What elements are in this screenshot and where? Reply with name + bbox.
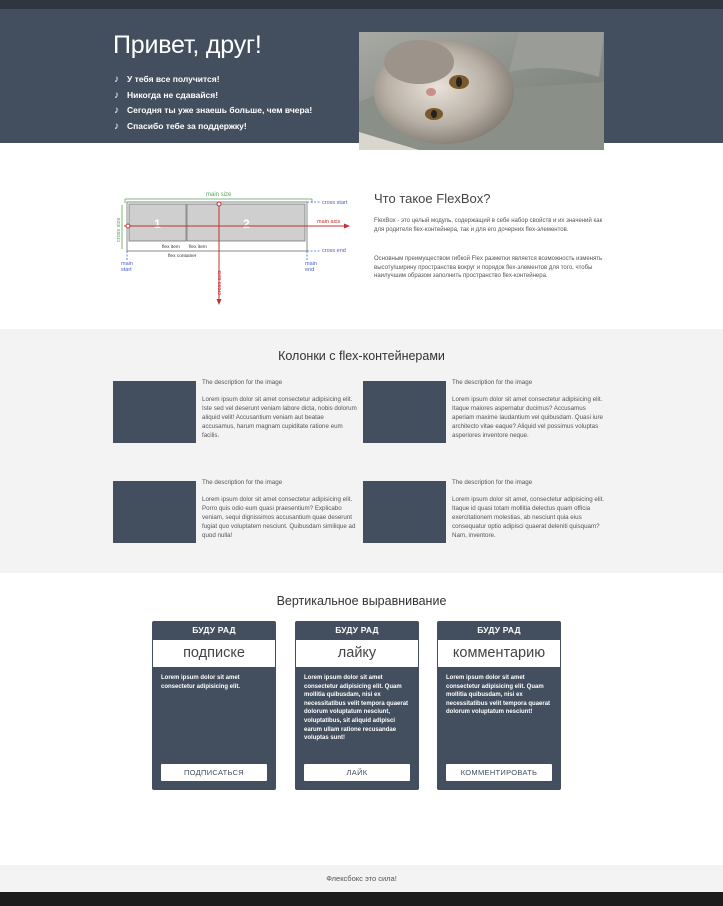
guitar-icon: ♪	[114, 89, 119, 101]
image-placeholder	[113, 381, 196, 443]
hero-section	[0, 9, 723, 143]
main-axis-label: main axis	[317, 219, 341, 225]
card-text: Lorem ipsum dolor sit amet consectetur adipisicing elit. Quam mollitia quibusdam, nisi ex necessitatibus velit tempora quaerat dolorum voluptatum nesciunt!	[446, 675, 551, 716]
guitar-icon: ♪	[114, 120, 119, 132]
image-placeholder	[113, 481, 196, 543]
flexbox-intro-section	[0, 143, 723, 329]
image-description: The description for the image	[452, 379, 533, 386]
like-card	[295, 621, 419, 790]
footer-text: Флексбокс это сила!	[326, 874, 397, 883]
flex-item-1-number: 1	[154, 217, 161, 231]
hero-list-item: ♪ Сегодня ты уже знаешь больше, чем вчера!	[114, 103, 312, 119]
column-card	[113, 479, 358, 559]
intro-paragraph-2: Основным преимуществом гибкой Flex разметки является возможность изменять высоту/ширину пространства вокруг и порядок flex-элементов для того, чтобы наилучшим образом заполнить пространство flex-контейнера.	[374, 256, 603, 279]
hero-list-item: ♪ Никогда не сдавайся!	[114, 88, 312, 104]
card-text: Lorem ipsum dolor sit amet consectetur adipisicing elit.	[161, 675, 241, 690]
card-text: Lorem ipsum dolor sit amet consectetur adipisicing elit. Itaque maiores aspernatur ducimus? Accusamus aperiam maxime laudantium vel quibusdam. Quasi iure architecto vitae eaque? Aliquid vel possimus voluptas asperiores inventore neque.	[452, 396, 603, 439]
cross-axis-label: cross axis	[217, 270, 223, 295]
comment-card	[437, 621, 561, 790]
main-size-label: main size	[206, 192, 232, 198]
main-start-label: main start	[121, 261, 133, 273]
vertical-align-title: Вертикальное выравнивание	[276, 594, 447, 608]
card-text: Lorem ipsum dolor sit amet consectetur adipisicing elit. Iste sed vel deserunt veniam labore dicta, nobis dolorum aliquid velit! Accusantium veniam aut beatae accusamus, harum magnam cupiditate ratione eum facilis.	[202, 396, 357, 439]
image-placeholder	[363, 381, 446, 443]
columns-title: Колонки с flex-контейнерами	[278, 349, 445, 363]
comment-button[interactable]: КОММЕНТИРОВАТЬ	[446, 764, 552, 781]
hero-title: Привет, друг!	[113, 31, 262, 59]
vertical-align-section	[0, 573, 723, 865]
guitar-icon: ♪	[114, 105, 119, 116]
guitar-icon: ♪	[114, 74, 119, 85]
card-big-word: комментарию	[438, 640, 560, 667]
hero-list	[114, 72, 312, 134]
subscribe-button[interactable]: ПОДПИСАТЬСЯ	[161, 764, 267, 781]
column-card	[363, 379, 608, 459]
flexbox-diagram	[112, 192, 362, 307]
image-description: The description for the image	[202, 379, 283, 386]
intro-title: Что такое FlexBox?	[374, 191, 491, 206]
browser-top-bar	[0, 0, 723, 9]
flex-item-2-label: flex item	[189, 245, 207, 250]
card-text: Lorem ipsum dolor sit amet consectetur adipisicing elit. Quam mollitia quibusdam, nisi ex necessitatibus velit tempora quaerat dolorum voluptatum nesciunt, voluptatibus, sit aliquid adipisci earum ullam ratione recusandae voluptas sunt!	[304, 675, 409, 742]
column-card	[363, 479, 608, 559]
bottom-taskbar	[0, 892, 723, 906]
flex-container-label: flex container	[168, 254, 197, 259]
main-end-label: main end	[305, 261, 317, 273]
card-text: Lorem ipsum dolor sit amet consectetur adipisicing elit. Porro quis odio eum quasi praesentium? Explicabo veniam, sequi dignissimos accusantium quae deserunt fugiat quo voluptatem nesciunt. Quibusdam similique ad quod nulla!	[202, 496, 356, 539]
card-text: Lorem ipsum dolor sit amet, consectetur adipisicing elit. Itaque id quasi totam mollitia delectus quam officia exercitationem molestias, ab nesciunt quia eius consequatur optio adipisci quaerat deleniti quisquam? Nam, inventore.	[452, 496, 605, 539]
card-heading: БУДУ РАД	[335, 625, 379, 635]
column-card	[113, 379, 358, 459]
cross-start-label: cross start	[322, 200, 348, 206]
intro-paragraph-1: FlexBox - это целый модуль, содержащий в себе набор свойств и их значений как для родителя flex-контейнера, так и для его дочерних flex-элементов.	[374, 218, 603, 233]
footer	[0, 865, 723, 892]
subscribe-card	[152, 621, 276, 790]
hero-list-item: ♪ У тебя все получится!	[114, 72, 312, 88]
cat-photo	[359, 32, 604, 150]
card-big-word: подписке	[153, 640, 275, 667]
flex-item-2-number: 2	[243, 217, 250, 231]
columns-section	[0, 329, 723, 573]
card-heading: БУДУ РАД	[477, 625, 521, 635]
card-big-word: лайку	[296, 640, 418, 667]
image-description: The description for the image	[452, 479, 533, 486]
image-description: The description for the image	[202, 479, 283, 486]
cross-end-label: cross end	[322, 248, 346, 254]
cross-size-label: cross size	[116, 217, 122, 242]
image-placeholder	[363, 481, 446, 543]
hero-list-item: ♪ Спасибо тебе за поддержку!	[114, 119, 312, 135]
flex-item-1-label: flex item	[162, 245, 180, 250]
card-heading: БУДУ РАД	[192, 625, 236, 635]
like-button[interactable]: ЛАЙК	[304, 764, 410, 781]
